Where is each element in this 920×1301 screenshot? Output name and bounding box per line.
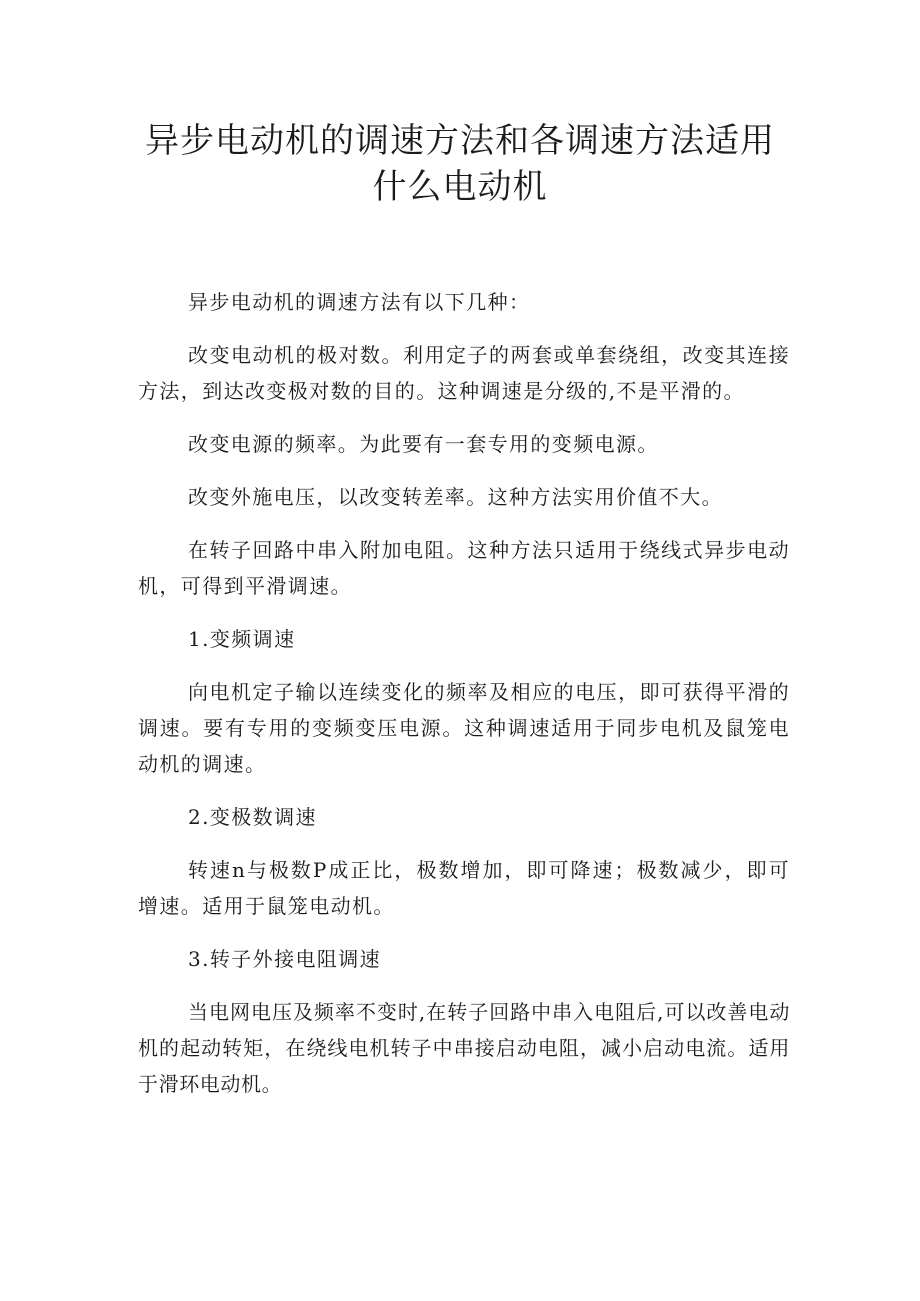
document-title — [120, 118, 800, 210]
section-3-paragraph: 当电网电压及频率不变时,在转子回路中串入电阻后,可以改善电动机的起动转矩，在绕线电机转子中串接启动电阻，减小启动电流。适用于滑环电动机。 — [138, 1000, 790, 1096]
title-line-1: 异步电动机的调速方法和各调速方法适用 — [145, 121, 775, 161]
section-heading-1: 1.变频调速 — [188, 627, 296, 651]
intro-paragraph: 异步电动机的调速方法有以下几种： — [188, 290, 531, 314]
section-2-paragraph: 转速n与极数P成正比，极数增加，即可降速；极数减少，即可增速。适用于鼠笼电动机。 — [138, 858, 790, 918]
section-heading-2: 2.变极数调速 — [188, 805, 317, 829]
document-body — [138, 284, 790, 1119]
title-line-2: 什么电动机 — [372, 167, 548, 207]
method-pole-pairs-paragraph: 改变电动机的极对数。利用定子的两套或单套绕组，改变其连接方法，到达改变极对数的目的。这种调速是分级的,不是平滑的。 — [138, 343, 790, 403]
method-rotor-resistance-paragraph: 在转子回路中串入附加电阻。这种方法只适用于绕线式异步电动机，可得到平滑调速。 — [138, 538, 790, 598]
section-heading-3: 3.转子外接电阻调速 — [188, 947, 382, 971]
method-frequency-paragraph: 改变电源的频率。为此要有一套专用的变频电源。 — [188, 432, 659, 456]
method-voltage-paragraph: 改变外施电压，以改变转差率。这种方法实用价值不大。 — [188, 485, 723, 509]
section-1-paragraph: 向电机定子输以连续变化的频率及相应的电压，即可获得平滑的调速。要有专用的变频变压电源。这种调速适用于同步电机及鼠笼电动机的调速。 — [138, 680, 790, 776]
